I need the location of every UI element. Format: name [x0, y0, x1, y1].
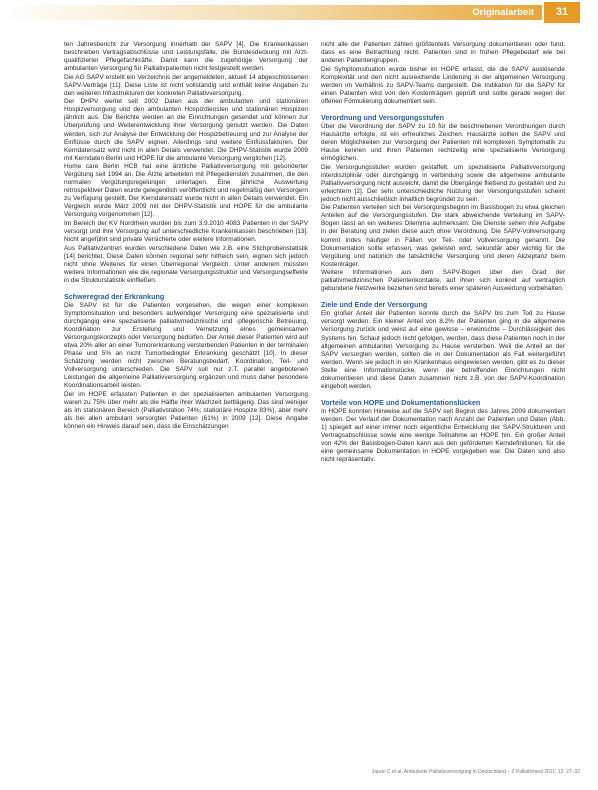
right-heading: Ziele und Ende der Versorgung	[321, 300, 428, 310]
right-heading: Verordnung und Versorgungsstufen	[321, 112, 444, 122]
left-paragraph: Home care Berlin HCB hat eine ärztliche Palliativversorgung mit gesonderter Vergütung seit 1994 an. Die Ärzte arbeiteten mit Pflegediensten zusammen, die den normalen Vergütungsregelungen unterlagen. Eine jährliche Auswertung retrospektiver Daten wurde gelegentlich veröffentlicht und regelmäßig den Versorgern zu Verfügung gestellt. Der Kerndatensatz wurde nicht in allen Details verwendet. Ein Vergleich wurde März 2009 mit der DHPV-Statistik und HOPE für die ambulante Versorgung vorgenommen [12].	[64, 163, 308, 219]
left-paragraph: Die SAPV ist für die Patienten vorgesehen, die wegen einer komplexen Symptomsituation und besonders aufwendiger Versorgung eine spezialisierte und durchgängig eine spezialisierte palliativmedizinische und -pflegerische Betreuung, Koordination zur Erstellung und Vernetzung eines gemeinsamen Versorgungskonzepts oder Versorgung bedürfen. Der Anteil dieser Patienten wird auf etwa 20% aller an einer Tumorerkrankung versterbenden Patienten in der terminalen Phase und 5% an nicht Tumorbedingter Erkrankung geschätzt [10]. In dieser Schätzung werden nicht zwischen Beratungsbedarf, Koordination, Teil- und Vollversorgung unterschieden. Die SAPV soll nur z.T. parallel angebotenen Leistungen die allgemeine Palliativversorgung ergänzen und muss daher besondere Koordinationsarbeit leisten.	[64, 301, 308, 390]
right-paragraph: Die Versorgungsstufen wurden gestaffelt, um spezialisierte Palliativversorgung interdisziplinär oder durchgängig in verbindung sowie die allgemeine ambulante Palliativversorgung nicht ausreicht, damit die Übergänge fließend zu gestalten und zu erleichtern [2]. Der sehr unterschiedliche Nutzung der Versorgungsstufen scheint jedoch nicht ausschließlich inhaltlich begründet zu sein.	[321, 163, 565, 203]
right-paragraph: Ein großer Anteil der Patienten konnte durch die SAPV bis zum Tod zu Hause versorgt werden. Ein kleiner Anteil von 8,2% der Patienten ging in die allgemeine Versorgung zurück und weist auf eine gewisse – erwünschte – Durchlässigkeit des Systems hin. Schaut jedoch nicht gefolgen, werden, dass diese Patienten noch in der allgemeinen ambulanten Versorgung zu Hause versterben. Weil die Anteil an der SAPV versorgten werden, sollten die in der Dokumentation als Fall weitergeführt werden. Wenn sie jedoch in ein Krankenhaus eingewiesen werden, gibt es zu dieser Stelle eine Informationslücke, wenn die betreffenden Einrichtungen nicht dokumentieren und diese Daten zusammen nicht z.B. von der SAPV-Koordination eingeholt werden.	[321, 310, 565, 390]
right-paragraph: Über die Verordnung der SAPV zu 10 für die beschriebenen Verordnungen durch Hausärzte erfolgte, ist ein erfreuliches Zeichen. Hausärzte sollten die SAPV und deren Möglichkeiten zur Versorgung der Patienten mit komplexen Symptomatik zu Hause kennen und ihren Patienten rechtzeitig eine spezialisierte Versorgung ermöglichen.	[321, 122, 565, 163]
header-color-bar	[0, 5, 542, 20]
left-text-column	[64, 41, 308, 432]
left-heading: Schweregrad der Erkrankung	[64, 291, 165, 301]
right-heading: Vorteile von HOPE und Dokumentationslücken	[321, 397, 481, 407]
right-text-column	[321, 41, 565, 465]
page-header	[0, 0, 598, 28]
footer-citation: Japan C et al. Ambulante Palliativversorgung in Deutschland – Z Palliativmed 2011; 12: 27–32	[371, 769, 580, 775]
right-paragraph: Weitere Informationen aus dem SAPV-Bogen über den Grad der palliativmedizinischen Patientenkontakte, auf ihren sich konkret auf vertraglich gebundene Netzwerke beziehen sind bereits einer späteren Auswertung vorbehalten.	[321, 269, 565, 293]
left-paragraph: Der im HOPE erfassten Patienten in der spezialisierten ambulanten Versorgung waren zu 75% über mehr als die Hälfte ihrer Wachzeit bettlägerig. Das sind weniger als im stationären Bereich (Palliativstation 74%; stationäre Hospize 83%), aber mehr als bei allen ambulant versorgten Patienten (61%) in 2009 [12]. Diese Angabe können ein Hinweis darauf sein, dass die Einschätzungen	[64, 390, 308, 431]
right-paragraph: Die Symptomsituation wurde bisher im HOPE erfasst, die die SAPV auslösende Komplexität und den nicht ausreichende Linderung in der allgemeinen Versorgung werden im Verhältnis zu SAPV-Teams dargestellt. Die Indikation für die SAPV für einen Patienten wird von den Kostenträgern geprüft und sollte gerade wegen der offenen Formulierung dokumentiert sein.	[321, 65, 565, 105]
left-paragraph: ten Jahresbericht zur Versorgung innerhalb der SAPV [4]. Die Krankenkassen beschrieben Vertragsabschlüsse und Leistungsfälle, die Bundesdeckung mit Arzt-qualifizierter Pflegefachkräfte. Damit kann die zugehörige Versorgung der ambulanten Versorgung für Palliativpatienten nicht festgestellt werden.	[64, 41, 308, 73]
right-paragraph: Die Patienten verteilen sich bei Versorgungsbeginn im Basisbogen zu etwa gleichen Anteilen auf die Versorgungsstufen. Die stark abweichende Verteilung im SAPV-Bogen lässt an ein weiteres Dilemma aufmerksam: Die Dienste sehen ihre Aufgabe in der Beratung und zielen diese auch ohne Verordnung. Die SAPV-Vollversorgung kommt indes häufiger in Fällen vor Teil- oder Vollversorgung genannt. Die Dokumentation sollte erfassen, was geleistet wird, sekundär aber wichtig für die Vergütung und natürlich die tatsächliche Versorgung und deren Akzeptanz beim Kostenträger.	[321, 204, 565, 268]
right-paragraph: nicht alle der Patienten zählen größtenteils Versorgung dokumentieren oder fund, dass es eine Betrachtung nicht. Patienten sind in frühen Pflegebedarf wie bei anderen Patientengruppen.	[321, 41, 565, 65]
left-paragraph: Die AG SAPV erstellt ein Verzeichnis der angemeldeten, aktuell 14 abgeschlossenen SAPV-Verträge [11]. Diese Liste ist nicht vollständig und enthält keine Angaben zu den weiteren Infrastrukturen der konkreten Palliativversorgung.	[64, 73, 308, 97]
left-paragraph: Aus Palliativzentren wurden verschiedene Daten wie z.B. eine Stichprobenstatistik [14] berichtet. Diese Daten können regional sehr hilfreich sein, eignen sich jedoch nicht ohne Weiteres für einen Überregional Vergleich. Unter anderem müssten weitere Informationen wie die regionale Versorgungsstruktur und Versorgungseffekte in die Strukturstatistik einfließen.	[64, 244, 308, 284]
left-paragraph: Im Bereich der KV Nordrhein wurden bis zum 3.9.2010 4083 Patienten in der SAPV versorgt und ihre Versorgung auf unterschiedliche Krankenkassen beschrieben [13]. Nicht angeführt sind private Versicherte oder weitere Informationen.	[64, 220, 308, 244]
page-number: 31	[544, 2, 580, 23]
left-paragraph: Der DHPV wertet seit 2002 Daten aus der ambulanten und stationären Hospizversorgung und den ambulanten Hospizdiensten und stationären Hospizen jährlich aus. Die Berichte werden an die Einrichtungen gesendet und können zur Überprüfung und Weiterentwicklung ihrer Versorgung genutzt werden. Die Daten werden, sich zur Analyse der Entwicklung der Hospizbetreuung und zur Analyse der Einflüsse durch die SAPV eignen. Allerdings sind weitere Einflussfaktoren. Der Kerndatensatz wird nicht in allen Details verwendet. Die DHPV-Statistik wurde 2009 mit Kerndaten Berlin und HOPE für die ambulante Versorgung verglichen [12].	[64, 98, 308, 162]
section-label: Originalarbeit	[472, 7, 534, 18]
right-paragraph: In HOPE konnten Hinweise auf die SAPV seit Beginn des Jahres 2009 dokumentiert werden. Der Verlauf der Dokumentation nach Anzahl der Patienten und Daten (Abb. 1) spiegelt auf einer immer noch eigentliche Entwicklung der SAPV-Strukturen und Vertragsabschlüsse sowie eine wenige Teilnahme an HOPE hin. Ein großer Anteil von 42% der Basisbogen-Daten kann aus den geförderten Kerndefinitionen, für die eine gemeinsame Dokumentation in HOPE vorgegeben war. Die Daten sind also nicht repräsentativ.	[321, 407, 565, 464]
